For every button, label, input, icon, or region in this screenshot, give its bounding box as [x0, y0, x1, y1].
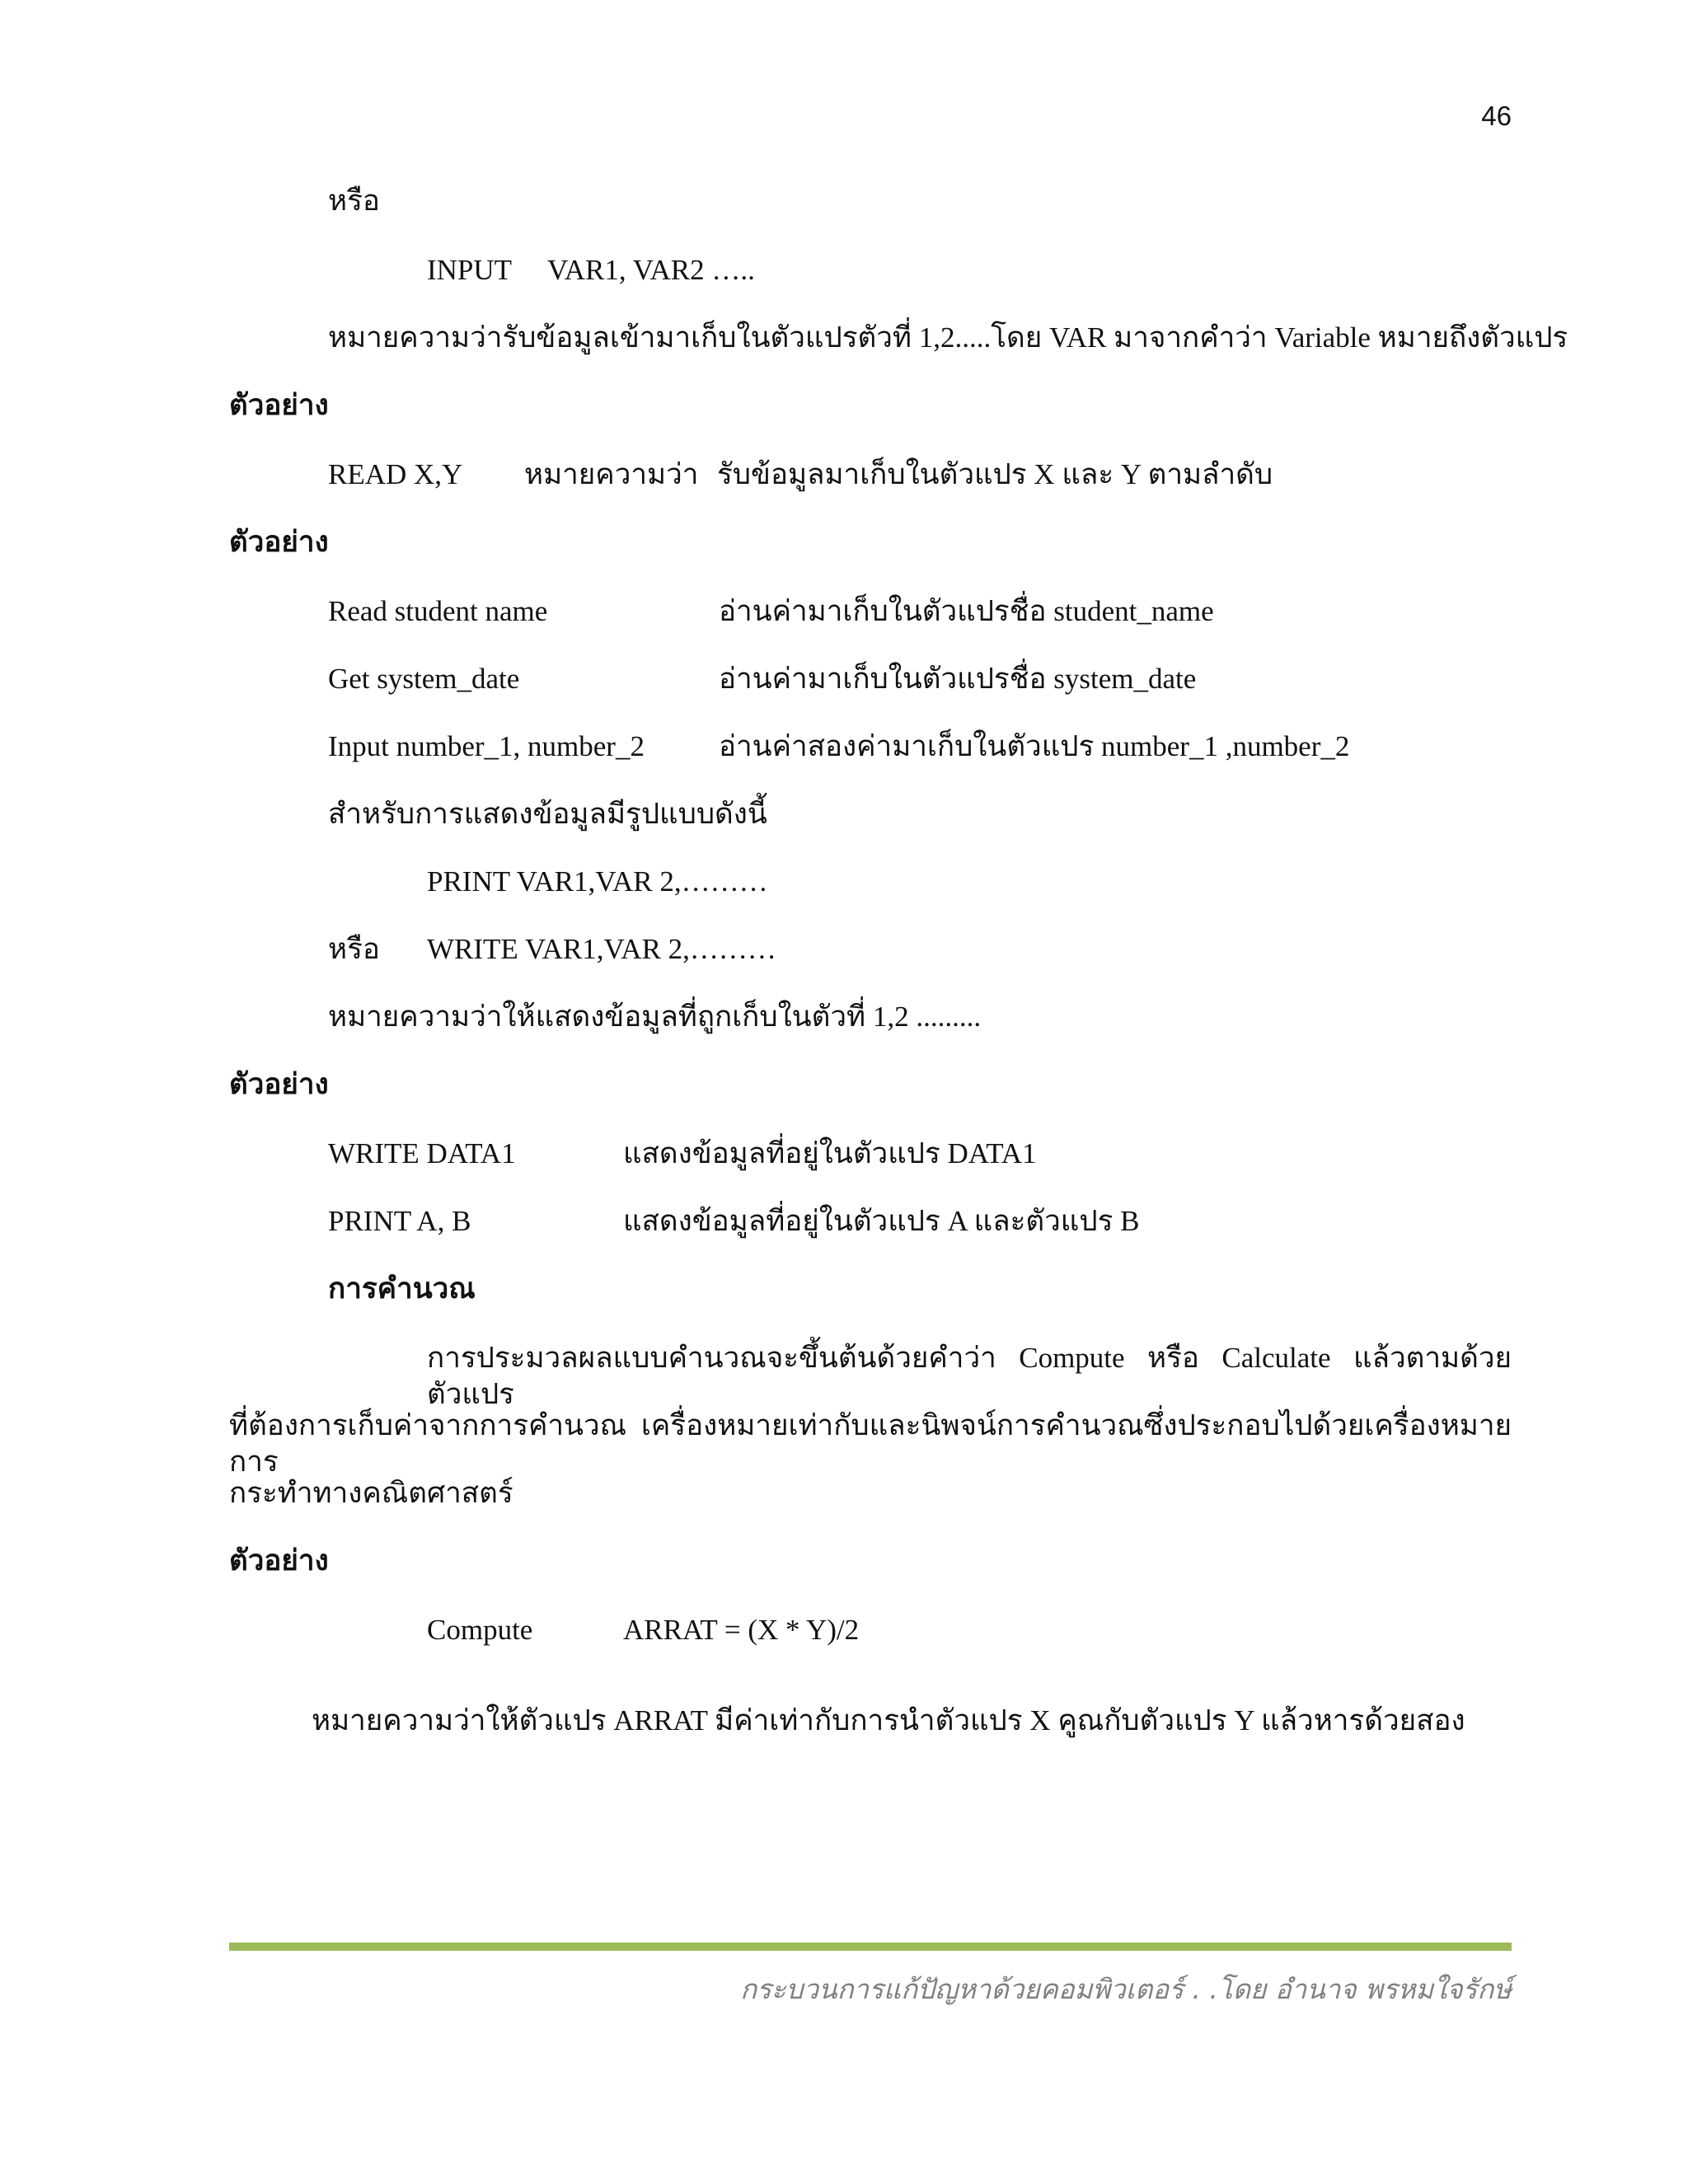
- output-meaning: หมายความว่าให้แสดงข้อมูลที่ถูกเก็บในตัวที่ 1,2 .........: [328, 1001, 982, 1033]
- input-args: VAR1, VAR2 …..: [547, 254, 755, 286]
- read-code: READ X,Y: [328, 458, 463, 490]
- read-row-desc: อ่านค่ามาเก็บในตัวแปรชื่อ student_name: [719, 595, 1214, 627]
- compute-keyword: Compute: [427, 1614, 533, 1646]
- footer-text: กระบวนการแก้ปัญหาด้วยคอมพิวเตอร์ . .โดย อำนาจ พรหมใจรักษ์: [740, 1973, 1512, 2005]
- footer-rule: [229, 1943, 1512, 1951]
- write-row-desc: แสดงข้อมูลที่อยู่ในตัวแปร A และตัวแปร B: [623, 1205, 1140, 1237]
- input-meaning: หมายความว่ารับข้อมูลเข้ามาเก็บในตัวแปรตัวที่ 1,2.....โดย VAR มาจากคำว่า Variable หมายถึงตัวแปร: [328, 321, 1568, 354]
- page-number: 46: [1481, 101, 1512, 131]
- write-syntax: WRITE VAR1,VAR 2,………: [427, 933, 776, 965]
- example-label: ตัวอย่าง: [229, 526, 329, 558]
- read-row-desc: อ่านค่าสองค่ามาเก็บในตัวแปร number_1 ,number_2: [719, 730, 1350, 762]
- print-syntax: PRINT VAR1,VAR 2,………: [427, 865, 768, 898]
- read-row-code: Read student name: [328, 595, 548, 627]
- example-label: ตัวอย่าง: [229, 1068, 329, 1100]
- example-label: ตัวอย่าง: [229, 1544, 329, 1577]
- read-row-code: Input number_1, number_2: [328, 730, 645, 762]
- input-keyword: INPUT: [427, 254, 513, 286]
- or-label: หรือ: [328, 185, 380, 217]
- or-label: หรือ: [328, 933, 380, 965]
- read-meaning-label: หมายความว่า: [524, 458, 699, 490]
- compute-expression: ARRAT = (X * Y)/2: [623, 1614, 860, 1646]
- compute-paragraph-line: ที่ต้องการเก็บค่าจากการคำนวณ เครื่องหมายเท่ากับและนิพจน์การคำนวณซึ่งประกอบไปด้วยเครื่องหมายการ: [229, 1409, 1512, 1478]
- example-label: ตัวอย่าง: [229, 389, 329, 421]
- write-row-code: PRINT A, B: [328, 1205, 471, 1237]
- compute-paragraph-line: กระทำทางคณิตศาสตร์: [229, 1477, 513, 1509]
- compute-heading: การคำนวณ: [328, 1272, 476, 1305]
- output-intro: สำหรับการแสดงข้อมูลมีรูปแบบดังนี้: [328, 798, 767, 830]
- read-row-desc: อ่านค่ามาเก็บในตัวแปรชื่อ system_date: [719, 663, 1197, 695]
- write-row-code: WRITE DATA1: [328, 1137, 516, 1169]
- read-meaning: รับข้อมูลมาเก็บในตัวแปร X และ Y ตามลำดับ: [717, 458, 1273, 490]
- compute-paragraph-line: การประมวลผลแบบคำนวณจะขึ้นต้นด้วยคำว่า Compute หรือ Calculate แล้วตามด้วยตัวแปร: [427, 1342, 1512, 1410]
- compute-meaning: หมายความว่าให้ตัวแปร ARRAT มีค่าเท่ากับการนำตัวแปร X คูณกับตัวแปร Y แล้วหารด้วยสอง: [312, 1704, 1465, 1736]
- read-row-code: Get system_date: [328, 663, 520, 695]
- write-row-desc: แสดงข้อมูลที่อยู่ในตัวแปร DATA1: [623, 1137, 1037, 1169]
